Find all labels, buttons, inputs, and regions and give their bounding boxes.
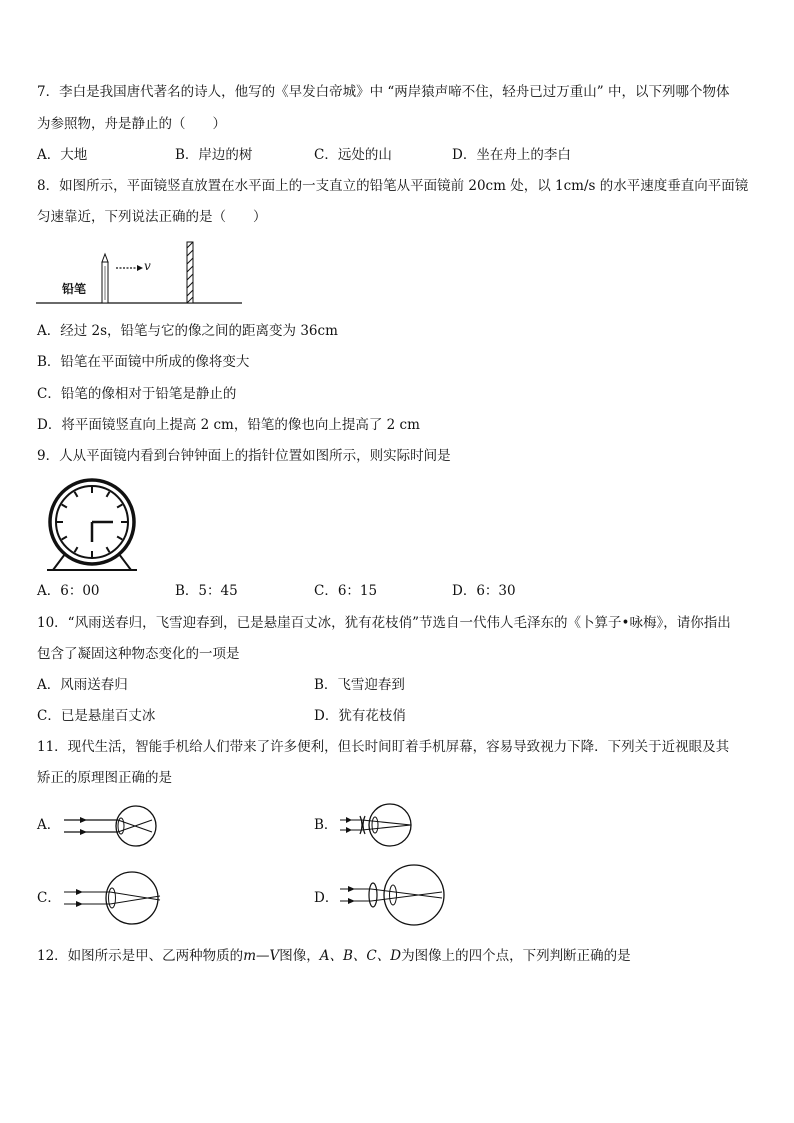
q10-stem-line1: 10．“风雨送春归，飞雪迎春到，已是悬崖百丈冰，犹有花枝俏”节选自一代伟人毛泽东的《卜算子•咏梅》，请你指出 xyxy=(37,615,731,631)
q8-stem-line2: 匀速靠近，下列说法正确的是（ ） xyxy=(37,209,267,225)
q10-option-a: A．风雨送春归 xyxy=(37,677,128,693)
q8-stem-line1: 8．如图所示，平面镜竖直放置在水平面上的一支直立的铅笔从平面镜前 20cm 处，以 1cm/s 的水平速度垂直向平面镜 xyxy=(37,178,749,194)
q11-option-d-diagram xyxy=(338,862,448,928)
q8-option-c: C．铅笔的像相对于铅笔是静止的 xyxy=(37,386,237,402)
q12-stem-mid: 图像， xyxy=(279,948,320,964)
q10-option-c: C．已是悬崖百丈冰 xyxy=(37,708,156,724)
q11-option-b-diagram xyxy=(338,802,418,848)
q7-option-b: B．岸边的树 xyxy=(175,147,253,163)
q12-stem-line1 xyxy=(37,946,631,966)
pencil-mirror-figure xyxy=(36,240,246,310)
q12-points: A、B、C、D xyxy=(319,948,402,964)
clock-figure xyxy=(45,476,140,574)
q9-option-c: C．6：15 xyxy=(314,583,378,599)
q11-option-c-label: C． xyxy=(37,890,61,906)
q12-stem-pre: 12．如图所示是甲、乙两种物质的 xyxy=(37,948,244,964)
q8-option-a: A．经过 2s，铅笔与它的像之间的距离变为 36cm xyxy=(37,323,338,339)
q10-option-b: B．飞雪迎春到 xyxy=(314,677,405,693)
q11-stem-line2: 矫正的原理图正确的是 xyxy=(37,770,172,786)
q9-option-d: D．6：30 xyxy=(452,583,516,599)
q11-option-b-label: B． xyxy=(314,817,338,833)
q7-option-c: C．远处的山 xyxy=(314,147,392,163)
pencil-label: 铅笔 xyxy=(62,282,87,296)
velocity-label: v xyxy=(144,259,151,273)
q12-stem-post: 为图像上的四个点，下列判断正确的是 xyxy=(401,948,631,964)
q7-option-d: D．坐在舟上的李白 xyxy=(452,147,571,163)
q9-stem-line1: 9．人从平面镜内看到台钟钟面上的指针位置如图所示，则实际时间是 xyxy=(37,448,451,464)
q11-stem-line1: 11．现代生活，智能手机给人们带来了许多便利，但长时间盯着手机屏幕，容易导致视力下降．下列关于近视眼及其 xyxy=(37,739,730,755)
q10-stem-line2: 包含了凝固这种物态变化的一项是 xyxy=(37,646,240,662)
q10-option-d: D．犹有花枝俏 xyxy=(314,708,406,724)
q11-option-a-label: A． xyxy=(37,817,61,833)
q8-option-d: D．将平面镜竖直向上提高 2 cm，铅笔的像也向上提高了 2 cm xyxy=(37,417,420,433)
q11-option-c-diagram xyxy=(60,870,165,926)
q9-option-b: B．5：45 xyxy=(175,583,238,599)
q12-formula: m—V xyxy=(243,948,280,964)
q9-option-a: A．6：00 xyxy=(37,583,100,599)
q7-stem-line2: 为参照物，舟是静止的（ ） xyxy=(37,116,226,132)
q11-option-a-diagram xyxy=(62,804,172,848)
q7-stem-line1: 7．李白是我国唐代著名的诗人，他写的《早发白帝城》中 “两岸猿声啼不住，轻舟已过万重山” 中，以下列哪个物体 xyxy=(37,84,730,100)
q7-option-a: A．大地 xyxy=(37,147,88,163)
q8-option-b: B．铅笔在平面镜中所成的像将变大 xyxy=(37,354,250,370)
q11-option-d-label: D． xyxy=(314,890,339,906)
